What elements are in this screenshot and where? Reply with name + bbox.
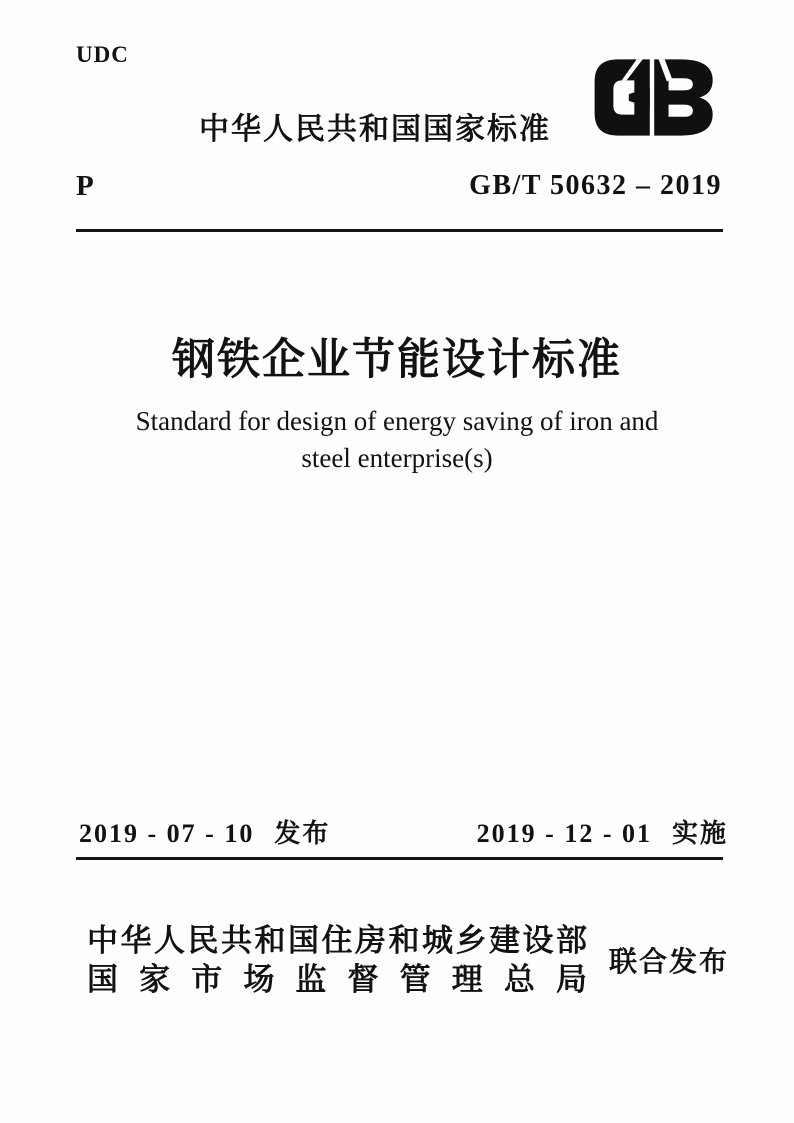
issue-date: 2019 - 07 - 10 <box>79 819 255 848</box>
publisher-line1: 中华人民共和国住房和城乡建设部 <box>87 923 587 958</box>
title-english-line2: steel enterprise(s) <box>301 443 493 473</box>
standard-type-title: 中华人民共和国国家标准 <box>199 113 551 146</box>
gb-logo <box>588 56 716 139</box>
header-divider <box>76 229 723 232</box>
classification-code: P <box>76 170 94 202</box>
title-english <box>0 403 794 477</box>
publisher-line2: 国家市场监督管理总局 <box>87 962 587 997</box>
footer-divider <box>76 857 723 860</box>
implement-date: 2019 - 12 - 01 <box>476 819 652 848</box>
title-english-line1: Standard for design of energy saving of iron and <box>135 406 659 436</box>
title-chinese: 钢铁企业节能设计标准 <box>172 337 622 384</box>
publisher-block <box>87 921 729 999</box>
udc-label: UDC <box>76 42 129 67</box>
standard-number: GB/T 50632 – 2019 <box>469 170 722 201</box>
implement-date-label: 实施 <box>671 818 728 848</box>
dates-row <box>79 813 728 850</box>
joint-publish-label: 联合发布 <box>608 946 729 977</box>
issue-date-item <box>79 813 330 850</box>
issue-date-label: 发布 <box>274 818 331 848</box>
publisher-names <box>87 921 587 999</box>
implement-date-item <box>477 813 728 850</box>
